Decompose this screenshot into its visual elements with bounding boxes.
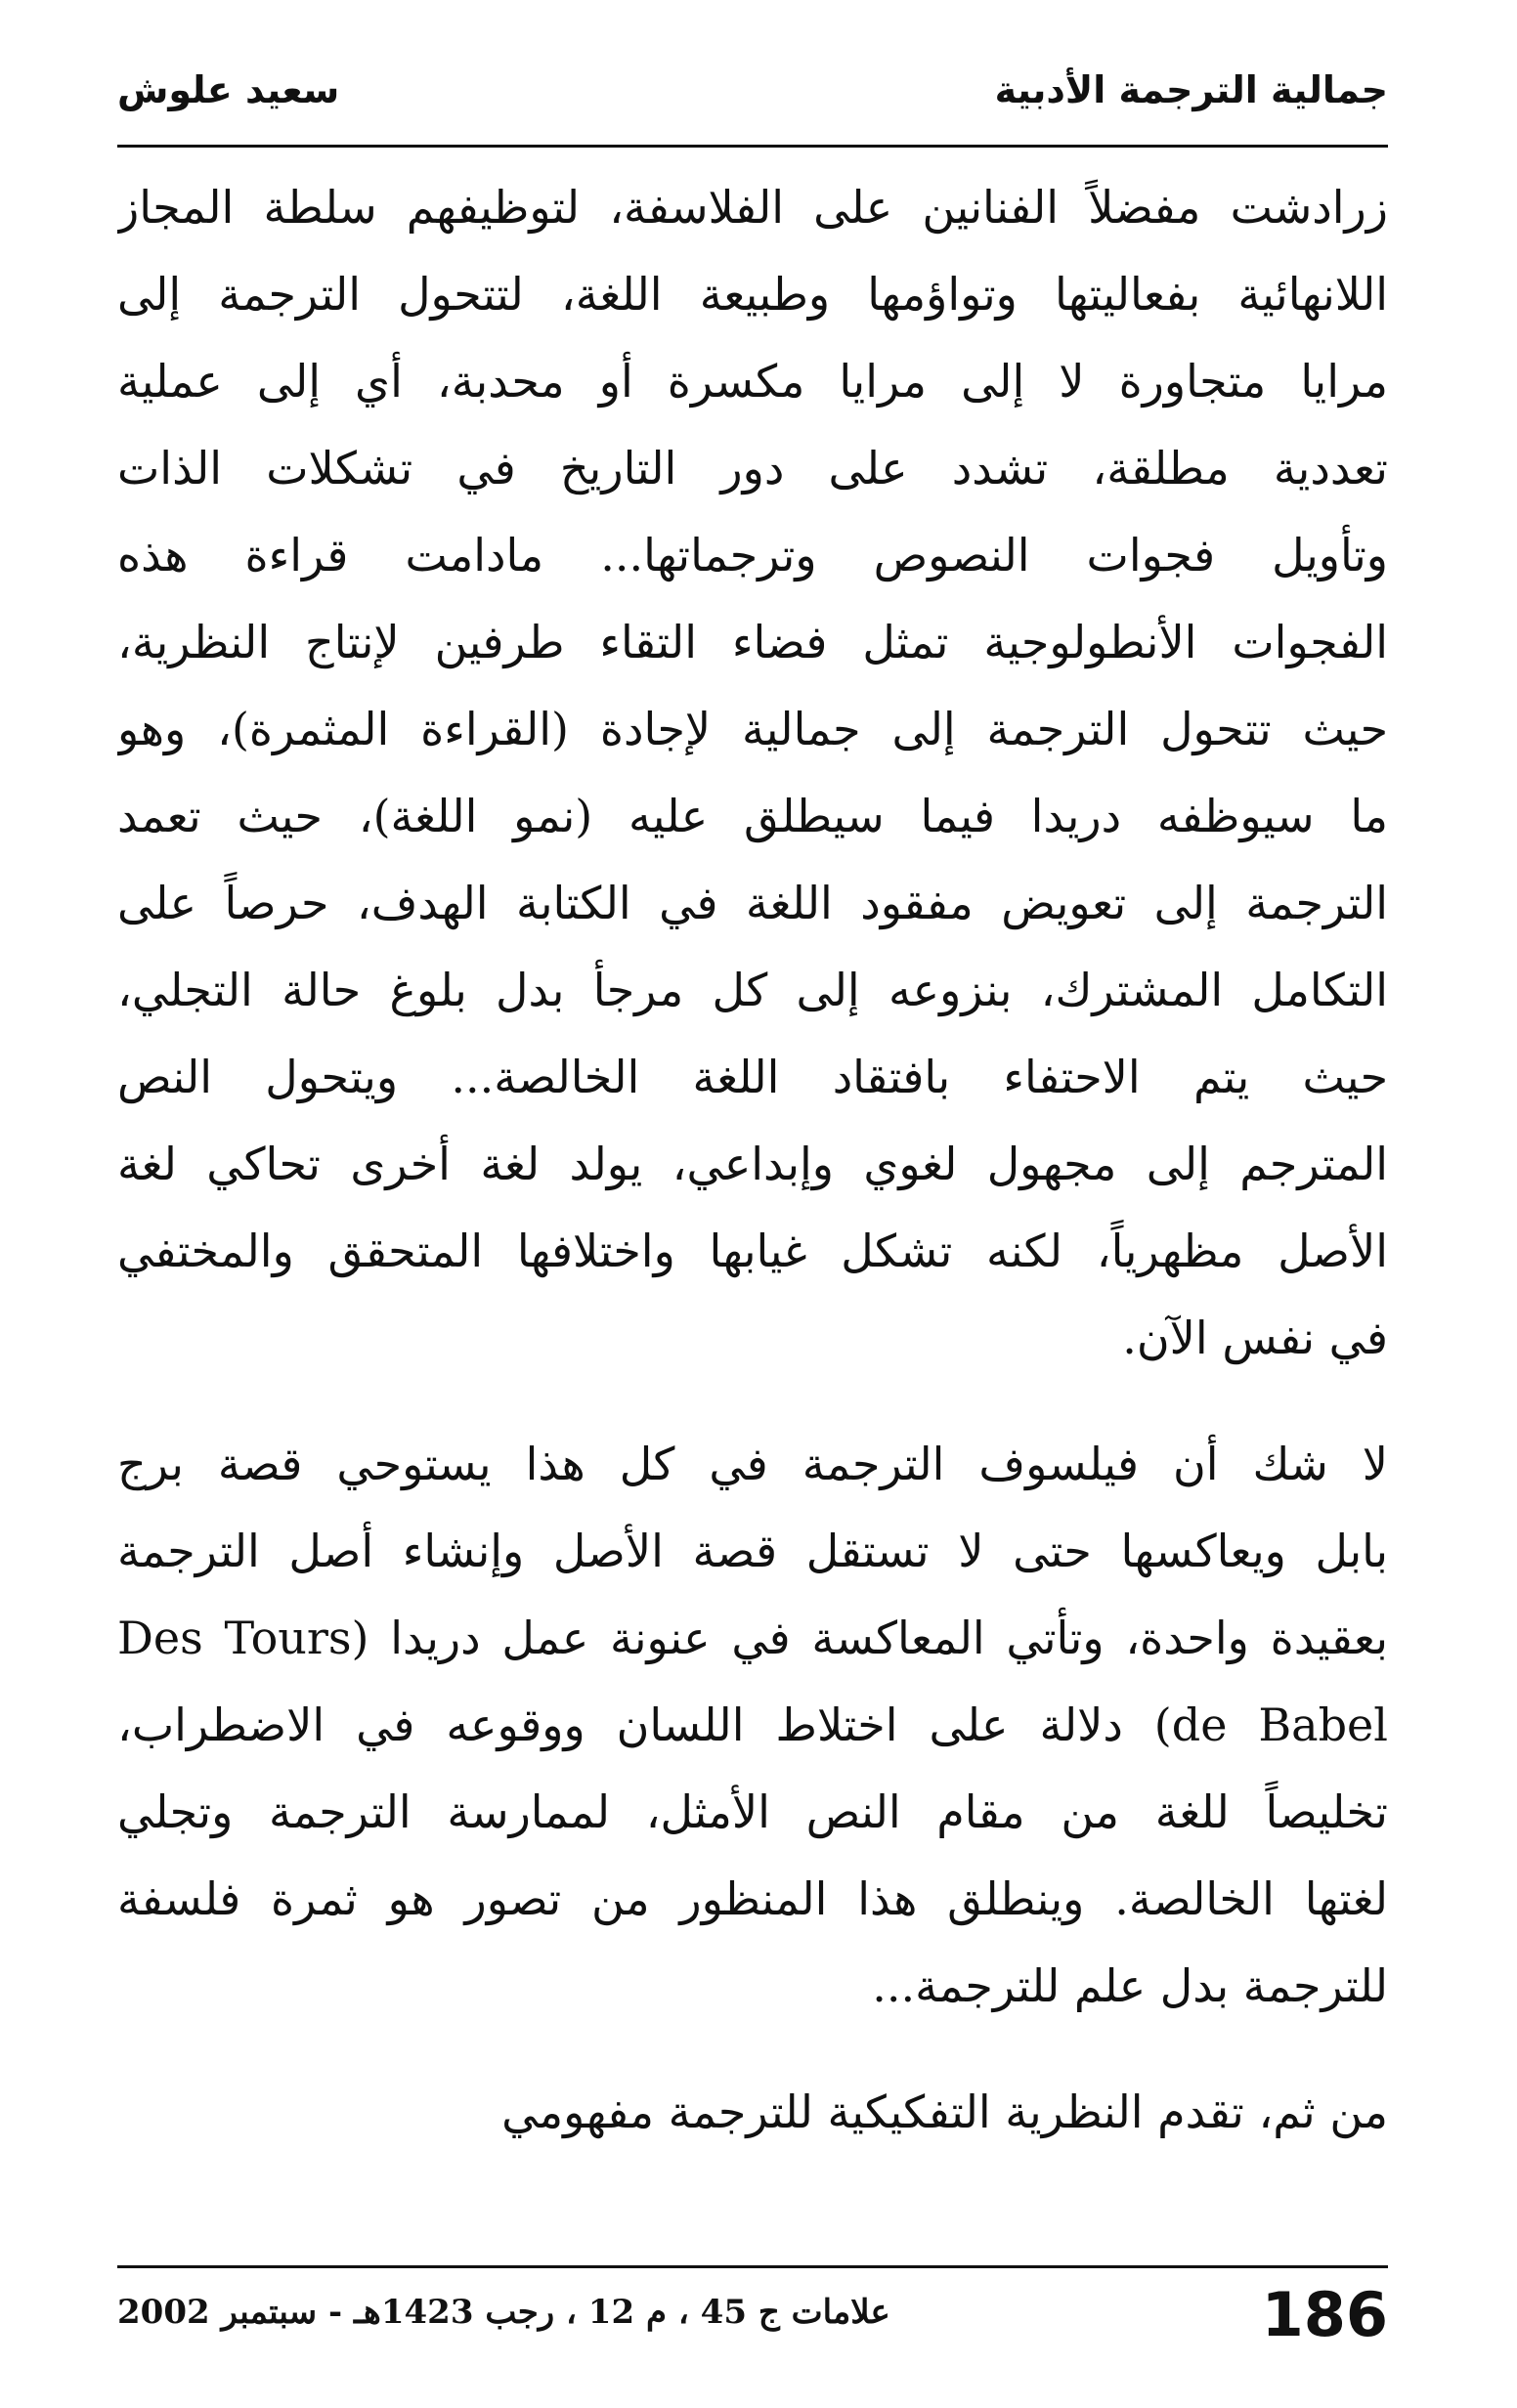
- text-line: لغتها الخالصة. وينطلق هذا المنظور من تصور هو ثمرة فلسفة: [117, 1872, 1388, 1925]
- page-number: 186: [1261, 2279, 1388, 2350]
- text-line: بابل ويعاكسها حتى لا تستقل قصة الأصل وإنشاء أصل الترجمة: [117, 1525, 1388, 1577]
- text-line: في نفس الآن.: [1122, 1312, 1388, 1364]
- text-line: حيث يتم الاحتفاء بافتقاد اللغة الخالصة... ويتحول النص: [117, 1051, 1388, 1103]
- text-line: من ثم، تقدم النظرية التفكيكية للترجمة مفهومي: [501, 2086, 1388, 2138]
- header-rule: [117, 145, 1388, 148]
- text-line: ما سيوظفه دريدا فيما سيطلق عليه (نمو اللغة)، حيث تعمد: [117, 790, 1388, 842]
- text-line: المترجم إلى مجهول لغوي وإبداعي، يولد لغة أخرى تحاكي لغة: [117, 1138, 1388, 1190]
- body-text: [117, 164, 1388, 2156]
- text-line: وتأويل فجوات النصوص وترجماتها... مادامت قراءة هذه: [117, 529, 1388, 581]
- text-line: الأصل مظهرياً، لكنه تشكل غيابها واختلافها المتحقق والمختفي: [117, 1225, 1388, 1277]
- paragraph-2: [117, 1421, 1388, 2030]
- text-line: اللانهائية بفعاليتها وتواؤمها وطبيعة اللغة، لتتحول الترجمة إلى: [117, 268, 1388, 321]
- text-line: للترجمة بدل علم للترجمة...: [872, 1959, 1388, 2012]
- text-line: بعقيدة واحدة، وتأتي المعاكسة في عنونة عمل دريدا (Des Tours: [117, 1612, 1388, 1664]
- text-line: تخليصاً للغة من مقام النص الأمثل، لممارسة الترجمة وتجلي: [117, 1785, 1388, 1838]
- text-line: حيث تتحول الترجمة إلى جمالية لإجادة (القراءة المثمرة)، وهو: [117, 703, 1388, 755]
- running-header-author: سعيد علوش: [117, 68, 340, 111]
- text-line: تعددية مطلقة، تشدد على دور التاريخ في تشكلات الذات: [117, 442, 1388, 494]
- running-header: [117, 61, 1388, 139]
- running-header-title: جمالية الترجمة الأدبية: [994, 68, 1388, 111]
- footer-rule: [117, 2265, 1388, 2268]
- paragraph-gap: [117, 1382, 1388, 1421]
- paragraph-3: [117, 2069, 1388, 2156]
- paragraph-gap: [117, 2030, 1388, 2069]
- page-footer: [117, 2279, 1388, 2367]
- text-line: de Babel) دلالة على اختلاط اللسان ووقوعه في الاضطراب،: [117, 1698, 1388, 1751]
- text-line: لا شك أن فيلسوف الترجمة في كل هذا يستوحي قصة برج: [117, 1438, 1388, 1490]
- text-line: الترجمة إلى تعويض مفقود اللغة في الكتابة الهدف، حرصاً على: [117, 877, 1388, 929]
- text-line: مرايا متجاورة لا إلى مرايا مكسرة أو محدبة، أي إلى عملية: [117, 355, 1388, 408]
- paragraph-1: [117, 164, 1388, 1382]
- text-line: التكامل المشترك، بنزوعه إلى كل مرجأ بدل بلوغ حالة التجلي،: [117, 964, 1388, 1016]
- text-line: زرادشت مفضلاً الفنانين على الفلاسفة، لتوظيفهم سلطة المجاز: [117, 181, 1388, 234]
- text-line: الفجوات الأنطولوجية تمثل فضاء التقاء طرفين لإنتاج النظرية،: [117, 616, 1388, 668]
- journal-issue-info: علامات ج 45 ، م 12 ، رجب 1423هـ - سبتمبر 2002: [117, 2293, 890, 2332]
